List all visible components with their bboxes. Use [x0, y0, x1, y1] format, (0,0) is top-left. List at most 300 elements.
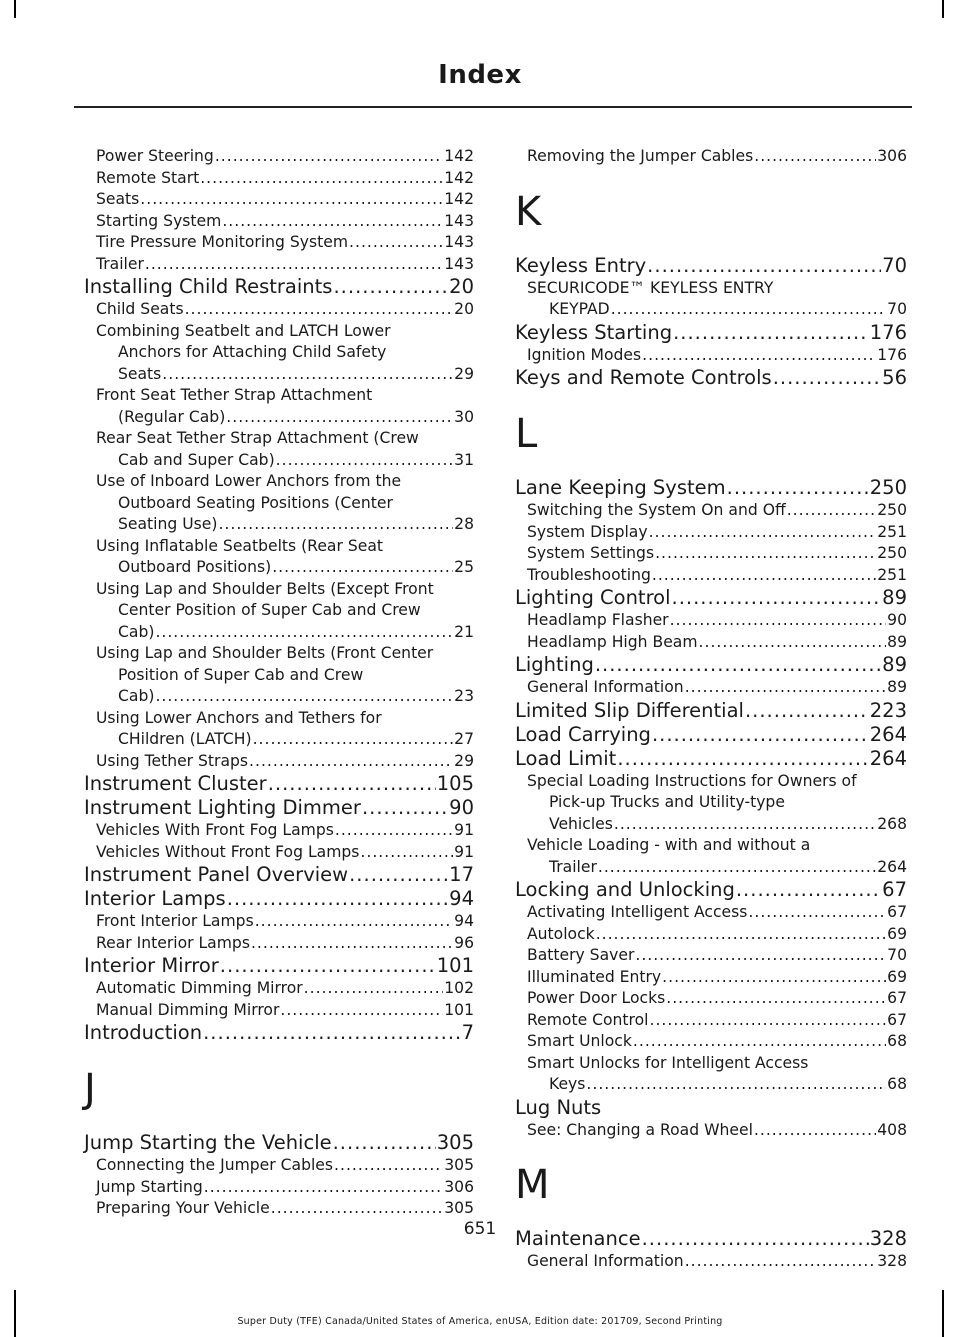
- index-subentry: [84, 514, 474, 536]
- dot-leader: [335, 820, 453, 842]
- page-ref: 268: [877, 814, 907, 833]
- page-ref: 101: [444, 1000, 474, 1019]
- page-ref: 176: [877, 345, 907, 364]
- page-ref: 91: [454, 821, 474, 839]
- dot-leader: [652, 565, 876, 587]
- entry-text: Seats: [118, 364, 162, 383]
- page-ref: 264: [869, 722, 907, 746]
- index-entry: [515, 747, 907, 771]
- entry-text: Pick-up Trucks and Utility-type: [549, 793, 785, 811]
- entry-text: Autolock: [527, 924, 595, 943]
- page-ref: 69: [887, 924, 907, 943]
- dot-leader: [333, 275, 448, 299]
- dot-leader: [203, 1021, 460, 1045]
- page-ref: 143: [444, 254, 474, 273]
- index-subentry: [84, 428, 474, 450]
- page-ref: 70: [887, 946, 907, 964]
- entry-text: Rear Interior Lamps: [96, 933, 250, 952]
- page-ref: 250: [877, 501, 907, 519]
- page-ref: 56: [882, 366, 907, 389]
- entry-text: Outboard Seating Positions (Center: [118, 493, 393, 512]
- entry-text: Ignition Modes: [527, 345, 642, 364]
- dot-leader: [253, 729, 454, 751]
- page-ref: 89: [882, 586, 907, 609]
- index-subentry: [515, 299, 907, 321]
- index-entry: [515, 476, 907, 500]
- index-subentry: [84, 536, 474, 558]
- page-ref: 70: [882, 253, 907, 277]
- dot-leader: [586, 1074, 886, 1096]
- index-subentry: [84, 557, 474, 579]
- dot-leader: [736, 878, 881, 902]
- page-ref: 21: [454, 622, 474, 641]
- page-ref: 68: [887, 1075, 907, 1093]
- entry-text: Vehicles: [549, 814, 613, 833]
- entry-text: Battery Saver: [527, 946, 635, 964]
- entry-text: Instrument Panel Overview: [84, 863, 349, 886]
- index-subentry: [84, 708, 474, 730]
- index-subentry: [84, 1155, 474, 1177]
- entry-text: Remote Control: [527, 1010, 649, 1029]
- entry-text: Illuminated Entry: [527, 967, 662, 986]
- index-subentry: [84, 299, 474, 321]
- index-entry: [515, 878, 907, 902]
- index-subentry: [515, 857, 907, 879]
- page-ref: 31: [454, 450, 474, 469]
- index-subentry: [515, 988, 907, 1010]
- index-subentry: [515, 902, 907, 924]
- page-ref: 89: [887, 632, 907, 651]
- dot-leader: [633, 1031, 886, 1053]
- index-subentry: [84, 842, 474, 864]
- dot-leader: [650, 1010, 887, 1032]
- entry-text: Position of Super Cab and Crew: [118, 665, 364, 684]
- entry-text: Use of Inboard Lower Anchors from the: [96, 472, 402, 490]
- dot-leader: [598, 857, 876, 879]
- index-subentry: [84, 407, 474, 429]
- dot-leader: [280, 1000, 443, 1022]
- index-subentry: [84, 751, 474, 773]
- index-entry: [84, 954, 474, 978]
- index-subentry: [515, 967, 907, 989]
- dot-leader: [362, 796, 448, 820]
- index-subentry: [84, 189, 474, 211]
- entry-text: Jump Starting: [96, 1177, 203, 1196]
- page-ref: 305: [444, 1199, 474, 1217]
- page-ref: 142: [444, 147, 474, 165]
- entry-text: Smart Unlocks for Intelligent Access: [527, 1053, 809, 1072]
- crop-mark: [942, 1290, 944, 1337]
- entry-text: Vehicles Without Front Fog Lamps: [96, 842, 360, 861]
- entry-text: Installing Child Restraints: [84, 275, 333, 298]
- dot-leader: [349, 863, 448, 887]
- index-subentry: [515, 610, 907, 632]
- entry-text: Power Steering: [96, 147, 214, 165]
- page-ref: 250: [877, 544, 907, 562]
- index-subentry: [515, 278, 907, 300]
- index-subentry: [84, 450, 474, 472]
- dot-leader: [787, 500, 877, 522]
- index-subentry: [84, 643, 474, 665]
- dot-leader: [754, 146, 876, 168]
- entry-text: Load Limit: [515, 746, 617, 770]
- index-subentry: [515, 522, 907, 544]
- dot-leader: [227, 887, 448, 911]
- dot-leader: [611, 299, 886, 321]
- dot-leader: [670, 610, 887, 632]
- dot-leader: [268, 772, 436, 796]
- index-subentry: [84, 385, 474, 407]
- entry-text: Special Loading Instructions for Owners of: [527, 771, 857, 790]
- entry-text: (Regular Cab): [118, 407, 226, 426]
- crop-mark: [942, 0, 944, 18]
- entry-text: Trailer: [549, 857, 597, 876]
- page-ref: 328: [877, 1252, 907, 1270]
- index-entry: [84, 1131, 474, 1155]
- page-ref: 102: [444, 979, 474, 997]
- page-number: 651: [463, 1219, 497, 1239]
- entry-text: Troubleshooting: [527, 565, 651, 584]
- dot-leader: [635, 945, 886, 967]
- entry-text: Manual Dimming Mirror: [96, 1000, 280, 1019]
- entry-text: Switching the System On and Off: [527, 501, 786, 519]
- entry-text: Keys and Remote Controls: [515, 366, 772, 389]
- index-subentry: [84, 579, 474, 601]
- index-subentry: [84, 364, 474, 386]
- dot-leader: [272, 557, 453, 579]
- entry-text: Vehicle Loading - with and without a: [527, 836, 811, 854]
- dot-leader: [666, 988, 886, 1010]
- index-subentry: [84, 1198, 474, 1220]
- index-subentry: [84, 665, 474, 687]
- page-ref: 67: [887, 1010, 907, 1029]
- entry-text: Headlamp Flasher: [527, 611, 669, 629]
- entry-text: Lug Nuts: [515, 1095, 602, 1119]
- dot-leader: [218, 514, 453, 536]
- page-ref: 89: [882, 653, 907, 676]
- dot-leader: [185, 299, 454, 321]
- page-ref: 28: [454, 515, 474, 533]
- dot-leader: [162, 364, 453, 386]
- index-subentry: [515, 565, 907, 587]
- dot-leader: [222, 211, 443, 233]
- entry-text: Locking and Unlocking: [515, 878, 735, 901]
- page-ref: 20: [454, 300, 474, 318]
- index-subentry: [515, 771, 907, 793]
- entry-text: Using Lap and Shoulder Belts (Except Front: [96, 579, 434, 598]
- page-ref: 143: [444, 233, 474, 251]
- entry-text: Instrument Lighting Dimmer: [84, 796, 361, 819]
- entry-text: Child Seats: [96, 300, 184, 318]
- entry-text: System Display: [527, 522, 648, 541]
- page-ref: 25: [454, 558, 474, 576]
- dot-leader: [649, 522, 877, 544]
- page-ref: 306: [877, 147, 907, 165]
- entry-text: Interior Lamps: [84, 887, 226, 910]
- entry-text: Preparing Your Vehicle: [96, 1199, 270, 1217]
- page-ref: 305: [444, 1156, 474, 1174]
- dot-leader: [617, 747, 868, 771]
- entry-text: Limited Slip Differential: [515, 698, 744, 722]
- page-ref: 90: [449, 796, 474, 819]
- page-ref: 30: [454, 407, 474, 426]
- entry-text: Using Tether Straps: [96, 751, 249, 770]
- dot-leader: [304, 978, 444, 1000]
- entry-text: Starting System: [96, 211, 222, 230]
- dot-leader: [249, 751, 453, 773]
- entry-text: Seats: [96, 190, 140, 208]
- page-ref: 69: [887, 967, 907, 986]
- index-subentry: [84, 321, 474, 343]
- index-subentry: [84, 471, 474, 493]
- entry-text: Outboard Positions): [118, 558, 272, 576]
- entry-text: General Information: [527, 678, 684, 696]
- index-entry: [515, 321, 907, 345]
- index-subentry: [84, 342, 474, 364]
- index-subentry: [515, 543, 907, 565]
- dot-leader: [685, 1251, 877, 1273]
- page-ref: 96: [454, 933, 474, 952]
- dot-leader: [685, 677, 886, 699]
- index-entry: [515, 586, 907, 610]
- page-title: Index: [438, 60, 522, 90]
- page-ref: 223: [869, 698, 907, 722]
- page-ref: 251: [877, 522, 907, 541]
- dot-leader: [672, 586, 882, 610]
- dot-leader: [642, 345, 876, 367]
- entry-text: Using Inflatable Seatbelts (Rear Seat: [96, 536, 383, 555]
- entry-text: See: Changing a Road Wheel: [527, 1120, 753, 1139]
- page-ref: 142: [444, 190, 474, 208]
- dot-leader: [276, 450, 453, 472]
- page-ref: 101: [436, 954, 474, 977]
- index-column-left: [84, 146, 474, 1220]
- index-subentry: [515, 792, 907, 814]
- page-ref: 67: [887, 989, 907, 1007]
- footer-text: Super Duty (TFE) Canada/United States of America, enUSA, Edition date: 201709, Second Printing: [237, 1316, 723, 1327]
- dot-leader: [748, 902, 886, 924]
- dot-leader: [145, 254, 443, 276]
- index-subentry: [515, 677, 907, 699]
- page-ref: 90: [887, 611, 907, 629]
- index-subentry: [515, 632, 907, 654]
- index-subentry: [515, 1053, 907, 1075]
- entry-text: Power Door Locks: [527, 989, 666, 1007]
- dot-leader: [745, 699, 869, 723]
- entry-text: Rear Seat Tether Strap Attachment (Crew: [96, 429, 419, 447]
- entry-text: Front Interior Lamps: [96, 912, 254, 930]
- index-subentry: [84, 168, 474, 190]
- index-subentry: [84, 600, 474, 622]
- index-column-right: [515, 146, 907, 1273]
- index-subentry: [84, 686, 474, 708]
- entry-text: Cab and Super Cab): [118, 450, 275, 469]
- index-entry: [84, 772, 474, 796]
- dot-leader: [333, 1131, 436, 1155]
- index-subentry: [515, 924, 907, 946]
- index-subentry: [84, 933, 474, 955]
- page-ref: 94: [454, 912, 474, 930]
- page-ref: 105: [436, 772, 474, 795]
- dot-leader: [204, 1177, 443, 1199]
- entry-text: Front Seat Tether Strap Attachment: [96, 386, 373, 404]
- entry-text: Center Position of Super Cab and Crew: [118, 601, 421, 619]
- index-subentry: [84, 820, 474, 842]
- page-ref: 408: [877, 1120, 907, 1139]
- entry-text: Smart Unlock: [527, 1032, 632, 1050]
- index-subentry: [515, 500, 907, 522]
- index-subentry: [84, 493, 474, 515]
- dot-leader: [200, 168, 443, 190]
- dot-leader: [673, 321, 869, 345]
- entry-text: Headlamp High Beam: [527, 632, 698, 651]
- entry-text: Jump Starting the Vehicle: [84, 1131, 332, 1154]
- crop-mark: [14, 0, 16, 18]
- dot-leader: [349, 232, 443, 254]
- entry-text: Using Lap and Shoulder Belts (Front Center: [96, 644, 434, 662]
- page-ref: 68: [887, 1032, 907, 1050]
- index-entry: [84, 887, 474, 911]
- index-subentry: [84, 146, 474, 168]
- index-subentry: [515, 146, 907, 168]
- page-ref: 67: [887, 903, 907, 921]
- dot-leader: [226, 407, 453, 429]
- entry-text: Load Carrying: [515, 722, 651, 746]
- index-subentry: [84, 211, 474, 233]
- page-ref: 176: [869, 320, 907, 344]
- page-ref: 67: [882, 878, 907, 901]
- entry-text: Keyless Entry: [515, 253, 647, 277]
- section-letter: M: [515, 1162, 550, 1208]
- page-ref: 17: [449, 863, 474, 886]
- dot-leader: [596, 924, 886, 946]
- dot-leader: [334, 1155, 443, 1177]
- entry-text: Tire Pressure Monitoring System: [96, 233, 349, 251]
- page-ref: 250: [869, 476, 907, 499]
- index-entry: [515, 653, 907, 677]
- dot-leader: [662, 967, 886, 989]
- dot-leader: [251, 933, 453, 955]
- index-entry: [515, 699, 907, 723]
- index-subentry: [515, 1120, 907, 1142]
- index-entry: [515, 723, 907, 747]
- entry-text: Removing the Jumper Cables: [527, 147, 754, 165]
- index-subentry: [84, 1000, 474, 1022]
- entry-text: Trailer: [96, 254, 144, 273]
- entry-text: SECURICODE™ KEYLESS ENTRY: [527, 278, 774, 297]
- entry-text: Seating Use): [118, 515, 218, 533]
- dot-leader: [655, 543, 876, 565]
- entry-text: Cab): [118, 622, 155, 641]
- entry-text: Lighting Control: [515, 586, 671, 609]
- index-subentry: [84, 232, 474, 254]
- section-letter: J: [84, 1066, 96, 1112]
- page-ref: 251: [877, 565, 907, 584]
- entry-text: Introduction: [84, 1021, 203, 1044]
- page-ref: 91: [454, 842, 474, 861]
- dot-leader: [155, 622, 453, 644]
- index-subentry: [515, 1251, 907, 1273]
- index-subentry: [84, 622, 474, 644]
- page-ref: 306: [444, 1177, 474, 1196]
- section-letter: K: [515, 188, 542, 235]
- dot-leader: [220, 954, 436, 978]
- entry-text: Vehicles With Front Fog Lamps: [96, 821, 334, 839]
- entry-text: Automatic Dimming Mirror: [96, 979, 303, 997]
- entry-text: Instrument Cluster: [84, 772, 267, 795]
- index-subentry: [515, 814, 907, 836]
- page-ref: 29: [454, 364, 474, 383]
- index-entry: [515, 366, 907, 390]
- dot-leader: [360, 842, 453, 864]
- page-ref: 29: [454, 751, 474, 770]
- index-subentry: [84, 729, 474, 751]
- page-ref: 89: [887, 678, 907, 696]
- index-entry: [84, 275, 474, 299]
- dot-leader: [155, 686, 453, 708]
- dot-leader: [652, 723, 869, 747]
- entry-text: Interior Mirror: [84, 954, 219, 977]
- entry-text: KEYPAD: [549, 300, 610, 318]
- dot-leader: [614, 814, 876, 836]
- entry-text: Using Lower Anchors and Tethers for: [96, 708, 382, 727]
- index-entry: [84, 863, 474, 887]
- section-letter: L: [515, 411, 538, 457]
- dot-leader: [699, 632, 887, 654]
- entry-text: CHildren (LATCH): [118, 730, 252, 748]
- dot-leader: [754, 1120, 876, 1142]
- entry-text: Activating Intelligent Access: [527, 903, 748, 921]
- dot-leader: [271, 1198, 443, 1220]
- entry-text: Cab): [118, 687, 155, 705]
- entry-text: Remote Start: [96, 168, 200, 187]
- dot-leader: [595, 653, 881, 677]
- crop-mark: [14, 1290, 16, 1337]
- page-ref: 23: [454, 687, 474, 705]
- page-ref: 27: [454, 730, 474, 748]
- index-entry: [84, 796, 474, 820]
- entry-text: Lane Keeping System: [515, 476, 726, 499]
- page-ref: 305: [436, 1131, 474, 1154]
- page-ref: 142: [444, 168, 474, 187]
- entry-text: General Information: [527, 1252, 684, 1270]
- index-subentry: [84, 978, 474, 1000]
- page-ref: 264: [869, 746, 907, 770]
- page-ref: 20: [449, 275, 474, 298]
- dot-leader: [727, 476, 869, 500]
- index-entry: [84, 1021, 474, 1045]
- index-subentry: [515, 345, 907, 367]
- page-ref: 328: [869, 1227, 907, 1250]
- entry-text: Anchors for Attaching Child Safety: [118, 343, 387, 361]
- entry-text: Keys: [549, 1075, 586, 1093]
- index-subentry: [84, 911, 474, 933]
- header-rule: [74, 106, 912, 108]
- index-entry: [515, 1096, 907, 1120]
- dot-leader: [140, 189, 443, 211]
- entry-text: Maintenance: [515, 1227, 641, 1250]
- page-ref: 143: [444, 211, 474, 230]
- index-subentry: [84, 254, 474, 276]
- dot-leader: [215, 146, 443, 168]
- index-subentry: [84, 1177, 474, 1199]
- entry-text: Lighting: [515, 653, 594, 676]
- index-subentry: [515, 1031, 907, 1053]
- dot-leader: [647, 254, 881, 278]
- entry-text: Keyless Starting: [515, 320, 673, 344]
- entry-text: Combining Seatbelt and LATCH Lower: [96, 321, 391, 340]
- index-subentry: [515, 835, 907, 857]
